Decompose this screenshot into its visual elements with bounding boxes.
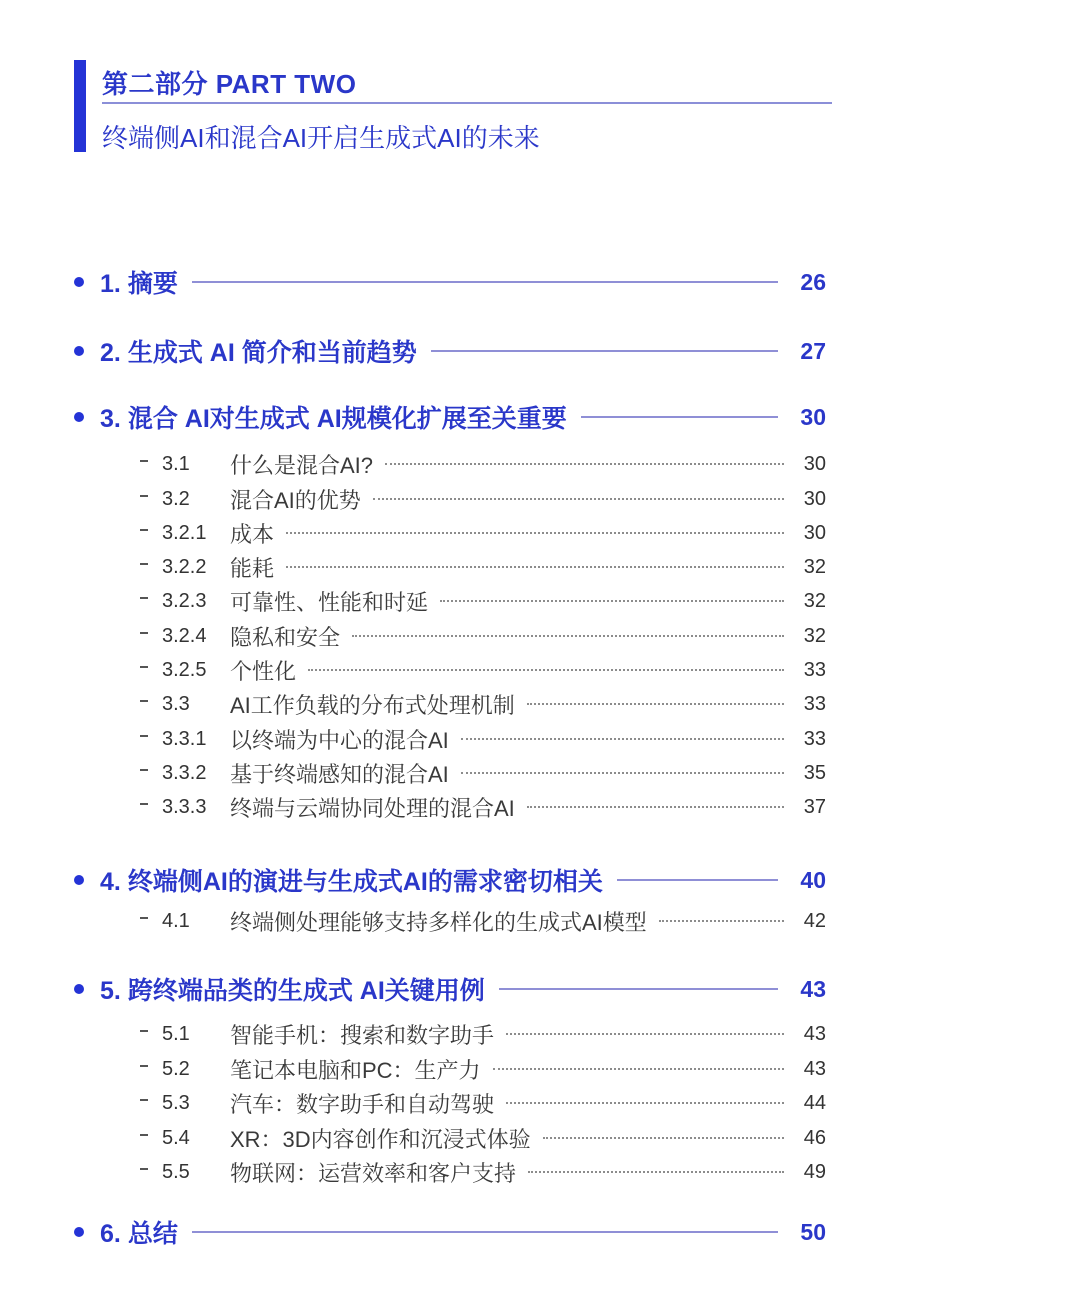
leader-line: [192, 1231, 778, 1233]
dash-icon: [140, 1099, 148, 1101]
page-number: 43: [803, 1057, 826, 1080]
bullet-icon: [74, 875, 84, 885]
dotted-leader: [493, 1068, 784, 1070]
subsection-number: 3.3.2: [162, 761, 207, 784]
dash-icon: [140, 666, 148, 668]
dotted-leader: [440, 600, 784, 602]
dash-icon: [140, 735, 148, 737]
page-number: 43: [800, 975, 826, 1002]
toc-subsection-3-2-4[interactable]: [140, 621, 826, 651]
page-number: 30: [803, 521, 826, 544]
subsection-label: 终端侧处理能够支持多样化的生成式AI模型: [230, 909, 647, 935]
dotted-leader: [352, 635, 784, 637]
toc-subsection-3-2-2[interactable]: [140, 552, 826, 582]
subsection-label: 混合AI的优势: [230, 487, 361, 513]
subsection-label: 什么是混合AI?: [230, 452, 374, 478]
dash-icon: [140, 1065, 148, 1067]
toc-section-2[interactable]: [74, 333, 826, 369]
dotted-leader: [527, 703, 784, 705]
toc-section-4[interactable]: [74, 862, 826, 898]
subsection-label: 基于终端感知的混合AI: [230, 761, 449, 787]
section-label: 6. 总结: [100, 1220, 178, 1248]
subsection-number: 5.1: [162, 1022, 190, 1045]
subsection-number: 4.1: [162, 909, 190, 932]
dotted-leader: [506, 1033, 784, 1035]
toc-subsection-5-5[interactable]: [140, 1157, 826, 1187]
page-number: 26: [800, 268, 826, 295]
subsection-label: 个性化: [230, 658, 297, 684]
part-title: 第二部分 PART TWO: [102, 69, 357, 99]
toc-section-6[interactable]: [74, 1214, 826, 1250]
subsection-label: 成本: [230, 521, 275, 547]
leader-line: [192, 281, 778, 283]
leader-line: [431, 350, 778, 352]
toc-subsection-5-2[interactable]: [140, 1054, 826, 1084]
subsection-label: 物联网：运营效率和客户支持: [230, 1160, 517, 1186]
subsection-number: 3.2.3: [162, 589, 207, 612]
leader-line: [499, 988, 778, 990]
section-label: 3. 混合 AI对生成式 AI规模化扩展至关重要: [100, 405, 567, 433]
dotted-leader: [385, 463, 784, 465]
dash-icon: [140, 460, 148, 462]
toc-subsection-3-3-2[interactable]: [140, 758, 826, 788]
toc-subsection-3-3-1[interactable]: [140, 724, 826, 754]
leader-line: [581, 416, 778, 418]
page-number: 32: [803, 589, 826, 612]
subsection-label: 笔记本电脑和PC：生产力: [230, 1057, 481, 1083]
page-number: 35: [803, 761, 826, 784]
toc-subsection-3-3-3[interactable]: [140, 792, 826, 822]
subsection-label: 智能手机：搜索和数字助手: [230, 1022, 495, 1048]
page-number: 37: [803, 795, 826, 818]
page-number: 30: [803, 487, 826, 510]
page-number: 46: [803, 1126, 826, 1149]
section-label: 4. 终端侧AI的演进与生成式AI的需求密切相关: [100, 868, 603, 896]
subsection-label: 终端与云端协同处理的混合AI: [230, 795, 515, 821]
subsection-label: 可靠性、性能和时延: [230, 589, 429, 615]
page-number: 49: [803, 1160, 826, 1183]
accent-bar: [74, 60, 86, 152]
dotted-leader: [373, 498, 784, 500]
page-number: 32: [803, 624, 826, 647]
subsection-number: 5.2: [162, 1057, 190, 1080]
toc-subsection-3-2-3[interactable]: [140, 586, 826, 616]
bullet-icon: [74, 277, 84, 287]
subsection-number: 3.1: [162, 452, 190, 475]
page-number: 42: [803, 909, 826, 932]
page-number: 50: [800, 1218, 826, 1245]
subsection-number: 3.2.1: [162, 521, 207, 544]
dotted-leader: [461, 772, 784, 774]
dash-icon: [140, 917, 148, 919]
section-label: 2. 生成式 AI 简介和当前趋势: [100, 339, 417, 367]
page-number: 32: [803, 555, 826, 578]
toc-subsection-3-2-1[interactable]: [140, 518, 826, 548]
toc-subsection-4-1[interactable]: [140, 906, 826, 936]
page-number: 30: [803, 452, 826, 475]
subsection-number: 3.3.1: [162, 727, 207, 750]
page-number: 33: [803, 692, 826, 715]
subsection-label: AI工作负载的分布式处理机制: [230, 692, 515, 718]
subsection-number: 3.2.5: [162, 658, 207, 681]
subsection-number: 5.4: [162, 1126, 190, 1149]
toc-subsection-5-1[interactable]: [140, 1019, 826, 1049]
subsection-number: 3.3.3: [162, 795, 207, 818]
dash-icon: [140, 1030, 148, 1032]
dotted-leader: [659, 920, 784, 922]
toc-subsection-5-3[interactable]: [140, 1088, 826, 1118]
part-header: [74, 60, 834, 152]
dash-icon: [140, 803, 148, 805]
dash-icon: [140, 1134, 148, 1136]
toc-subsection-5-4[interactable]: [140, 1123, 826, 1153]
header-divider: [102, 102, 832, 104]
subsection-label: 汽车：数字助手和自动驾驶: [230, 1091, 495, 1117]
dotted-leader: [286, 532, 784, 534]
bullet-icon: [74, 412, 84, 422]
bullet-icon: [74, 1227, 84, 1237]
dash-icon: [140, 563, 148, 565]
section-label: 1. 摘要: [100, 270, 178, 298]
dotted-leader: [543, 1137, 784, 1139]
dotted-leader: [461, 738, 784, 740]
part-subtitle: 终端侧AI和混合AI开启生成式AI的未来: [102, 123, 540, 153]
toc-section-3[interactable]: [74, 399, 826, 435]
page-number: 43: [803, 1022, 826, 1045]
toc-subsection-3-2-5[interactable]: [140, 655, 826, 685]
subsection-number: 3.3: [162, 692, 190, 715]
subsection-label: XR：3D内容创作和沉浸式体验: [230, 1126, 531, 1152]
dash-icon: [140, 700, 148, 702]
subsection-number: 5.5: [162, 1160, 190, 1183]
section-label: 5. 跨终端品类的生成式 AI关键用例: [100, 977, 485, 1005]
subsection-label: 能耗: [230, 555, 275, 581]
toc-section-1[interactable]: [74, 264, 826, 300]
page-number: 27: [800, 337, 826, 364]
page-number: 33: [803, 727, 826, 750]
toc-subsection-3-2[interactable]: [140, 484, 826, 514]
dotted-leader: [286, 566, 784, 568]
subsection-number: 3.2: [162, 487, 190, 510]
leader-line: [617, 879, 778, 881]
subsection-number: 5.3: [162, 1091, 190, 1114]
subsection-number: 3.2.4: [162, 624, 207, 647]
dotted-leader: [528, 1171, 784, 1173]
dash-icon: [140, 597, 148, 599]
dash-icon: [140, 632, 148, 634]
toc-section-5[interactable]: [74, 971, 826, 1007]
page-number: 40: [800, 866, 826, 893]
dash-icon: [140, 769, 148, 771]
bullet-icon: [74, 346, 84, 356]
page-number: 44: [803, 1091, 826, 1114]
dotted-leader: [308, 669, 784, 671]
dash-icon: [140, 529, 148, 531]
dash-icon: [140, 495, 148, 497]
dotted-leader: [506, 1102, 784, 1104]
dash-icon: [140, 1168, 148, 1170]
page-number: 30: [800, 403, 826, 430]
bullet-icon: [74, 984, 84, 994]
subsection-number: 3.2.2: [162, 555, 207, 578]
subsection-label: 以终端为中心的混合AI: [230, 727, 449, 753]
dotted-leader: [527, 806, 784, 808]
page-number: 33: [803, 658, 826, 681]
toc-subsection-3-1[interactable]: [140, 449, 826, 479]
toc-subsection-3-3[interactable]: [140, 689, 826, 719]
subsection-label: 隐私和安全: [230, 624, 341, 650]
